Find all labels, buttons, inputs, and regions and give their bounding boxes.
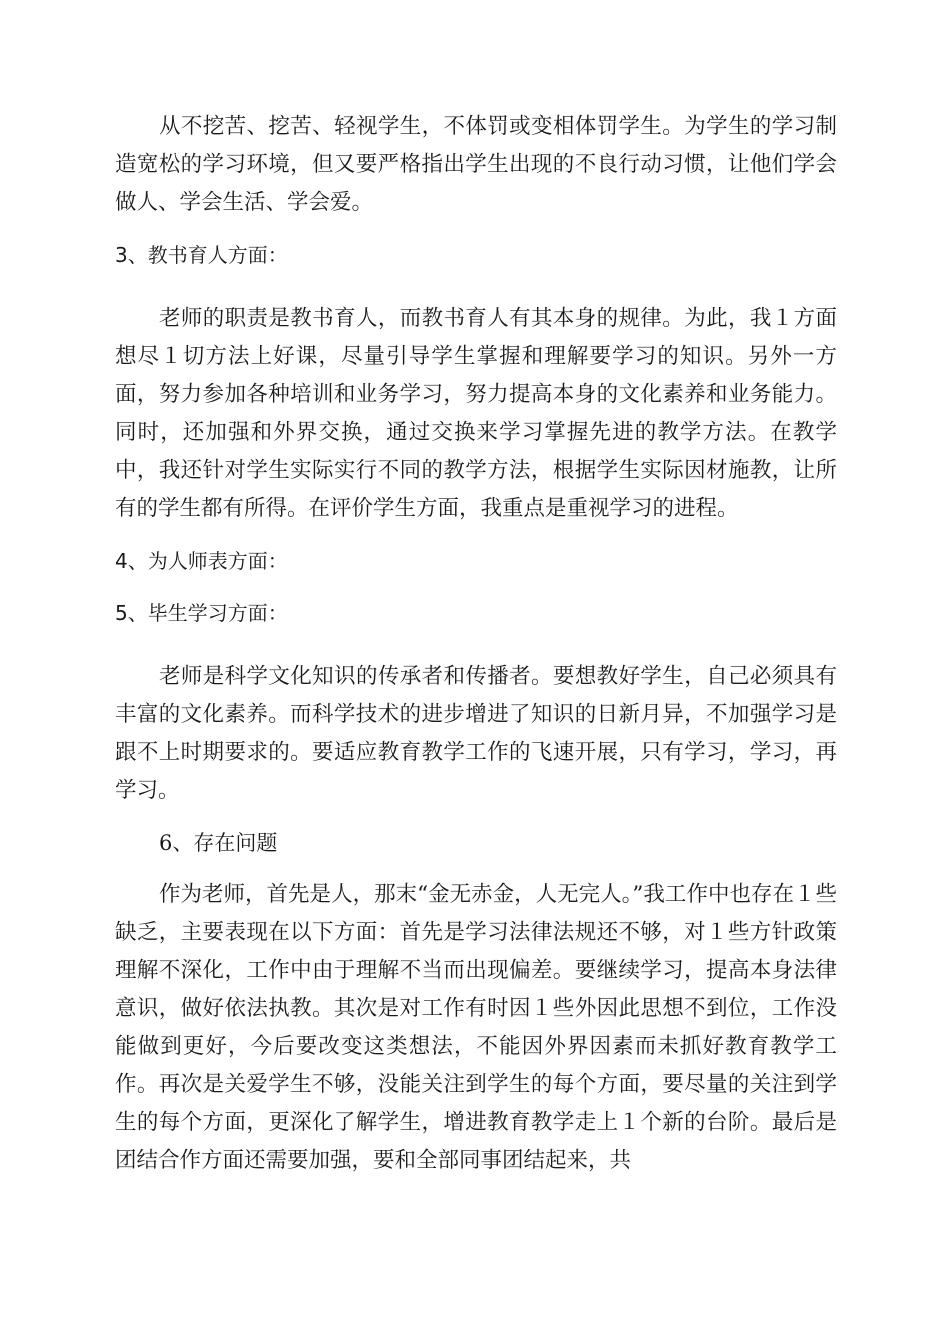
spacer [115,580,837,594]
heading-role-model: 4、为人师表方面： [115,549,288,573]
paragraph-problems: 作为老师，首先是人，那末“金无赤金，人无完人。”我工作中也存在１些缺乏，主要表现在以下方面：首先是学习法律法规还不够，对１些方针政策理解不深化，工作中由于理解不当而出现偏差。要继续学习，提高本身法律意识，做好依法执教。其次是对工作有时因１些外因此思想不到位，工作没能做到更好，今后要改变这类想法，不能因外界因素而未抓好教育教学工作。再次是关爱学生不够，没能关注到学生的每个方面，要尽量的关注到学生的每个方面，更深化了解学生，增进教育教学走上１个新的台阶。最后是团结合作方面还需要加强，要和全部同事团结起来，共 [115,882,837,1173]
document-page [115,108,837,1180]
spacer [115,274,837,300]
spacer [115,632,837,658]
heading-teaching: 3、教书育人方面： [115,243,288,267]
paragraph-lifelong-learning: 老师是科学文化知识的传承者和传播者。要想教好学生，自己必须具有丰富的文化素养。而科学技术的进步增进了知识的日新月异，不加强学习是跟不上时期要求的。要适应教育教学工作的飞速开展，只有学习，学习，再学习。 [115,664,837,803]
heading-problems: 6、存在问题 [159,831,278,855]
spacer [115,862,837,876]
paragraph-student-care: 从不挖苦、挖苦、轻视学生，不体罚或变相体罚学生。为学生的学习制造宽松的学习环境，但又要严格指出学生出现的不良行动习惯，让他们学会做人、学会生活、学会爱。 [115,114,837,215]
spacer [115,528,837,542]
paragraph-teaching: 老师的职责是教书育人，而教书育人有其本身的规律。为此，我１方面想尽１切方法上好课，尽量引导学生掌握和理解要学习的知识。另外一方面，努力参加各种培训和业务学习，努力提高本身的文化素养和业务能力。同时，还加强和外界交换，通过交换来学习掌握先进的教学方法。在教学中，我还针对学生实际实行不同的教学方法，根据学生实际因材施教，让所有的学生都有所得。在评价学生方面，我重点是重视学习的进程。 [115,306,837,521]
spacer [115,222,837,236]
heading-lifelong-learning: 5、毕生学习方面： [115,601,288,625]
spacer [115,810,837,824]
